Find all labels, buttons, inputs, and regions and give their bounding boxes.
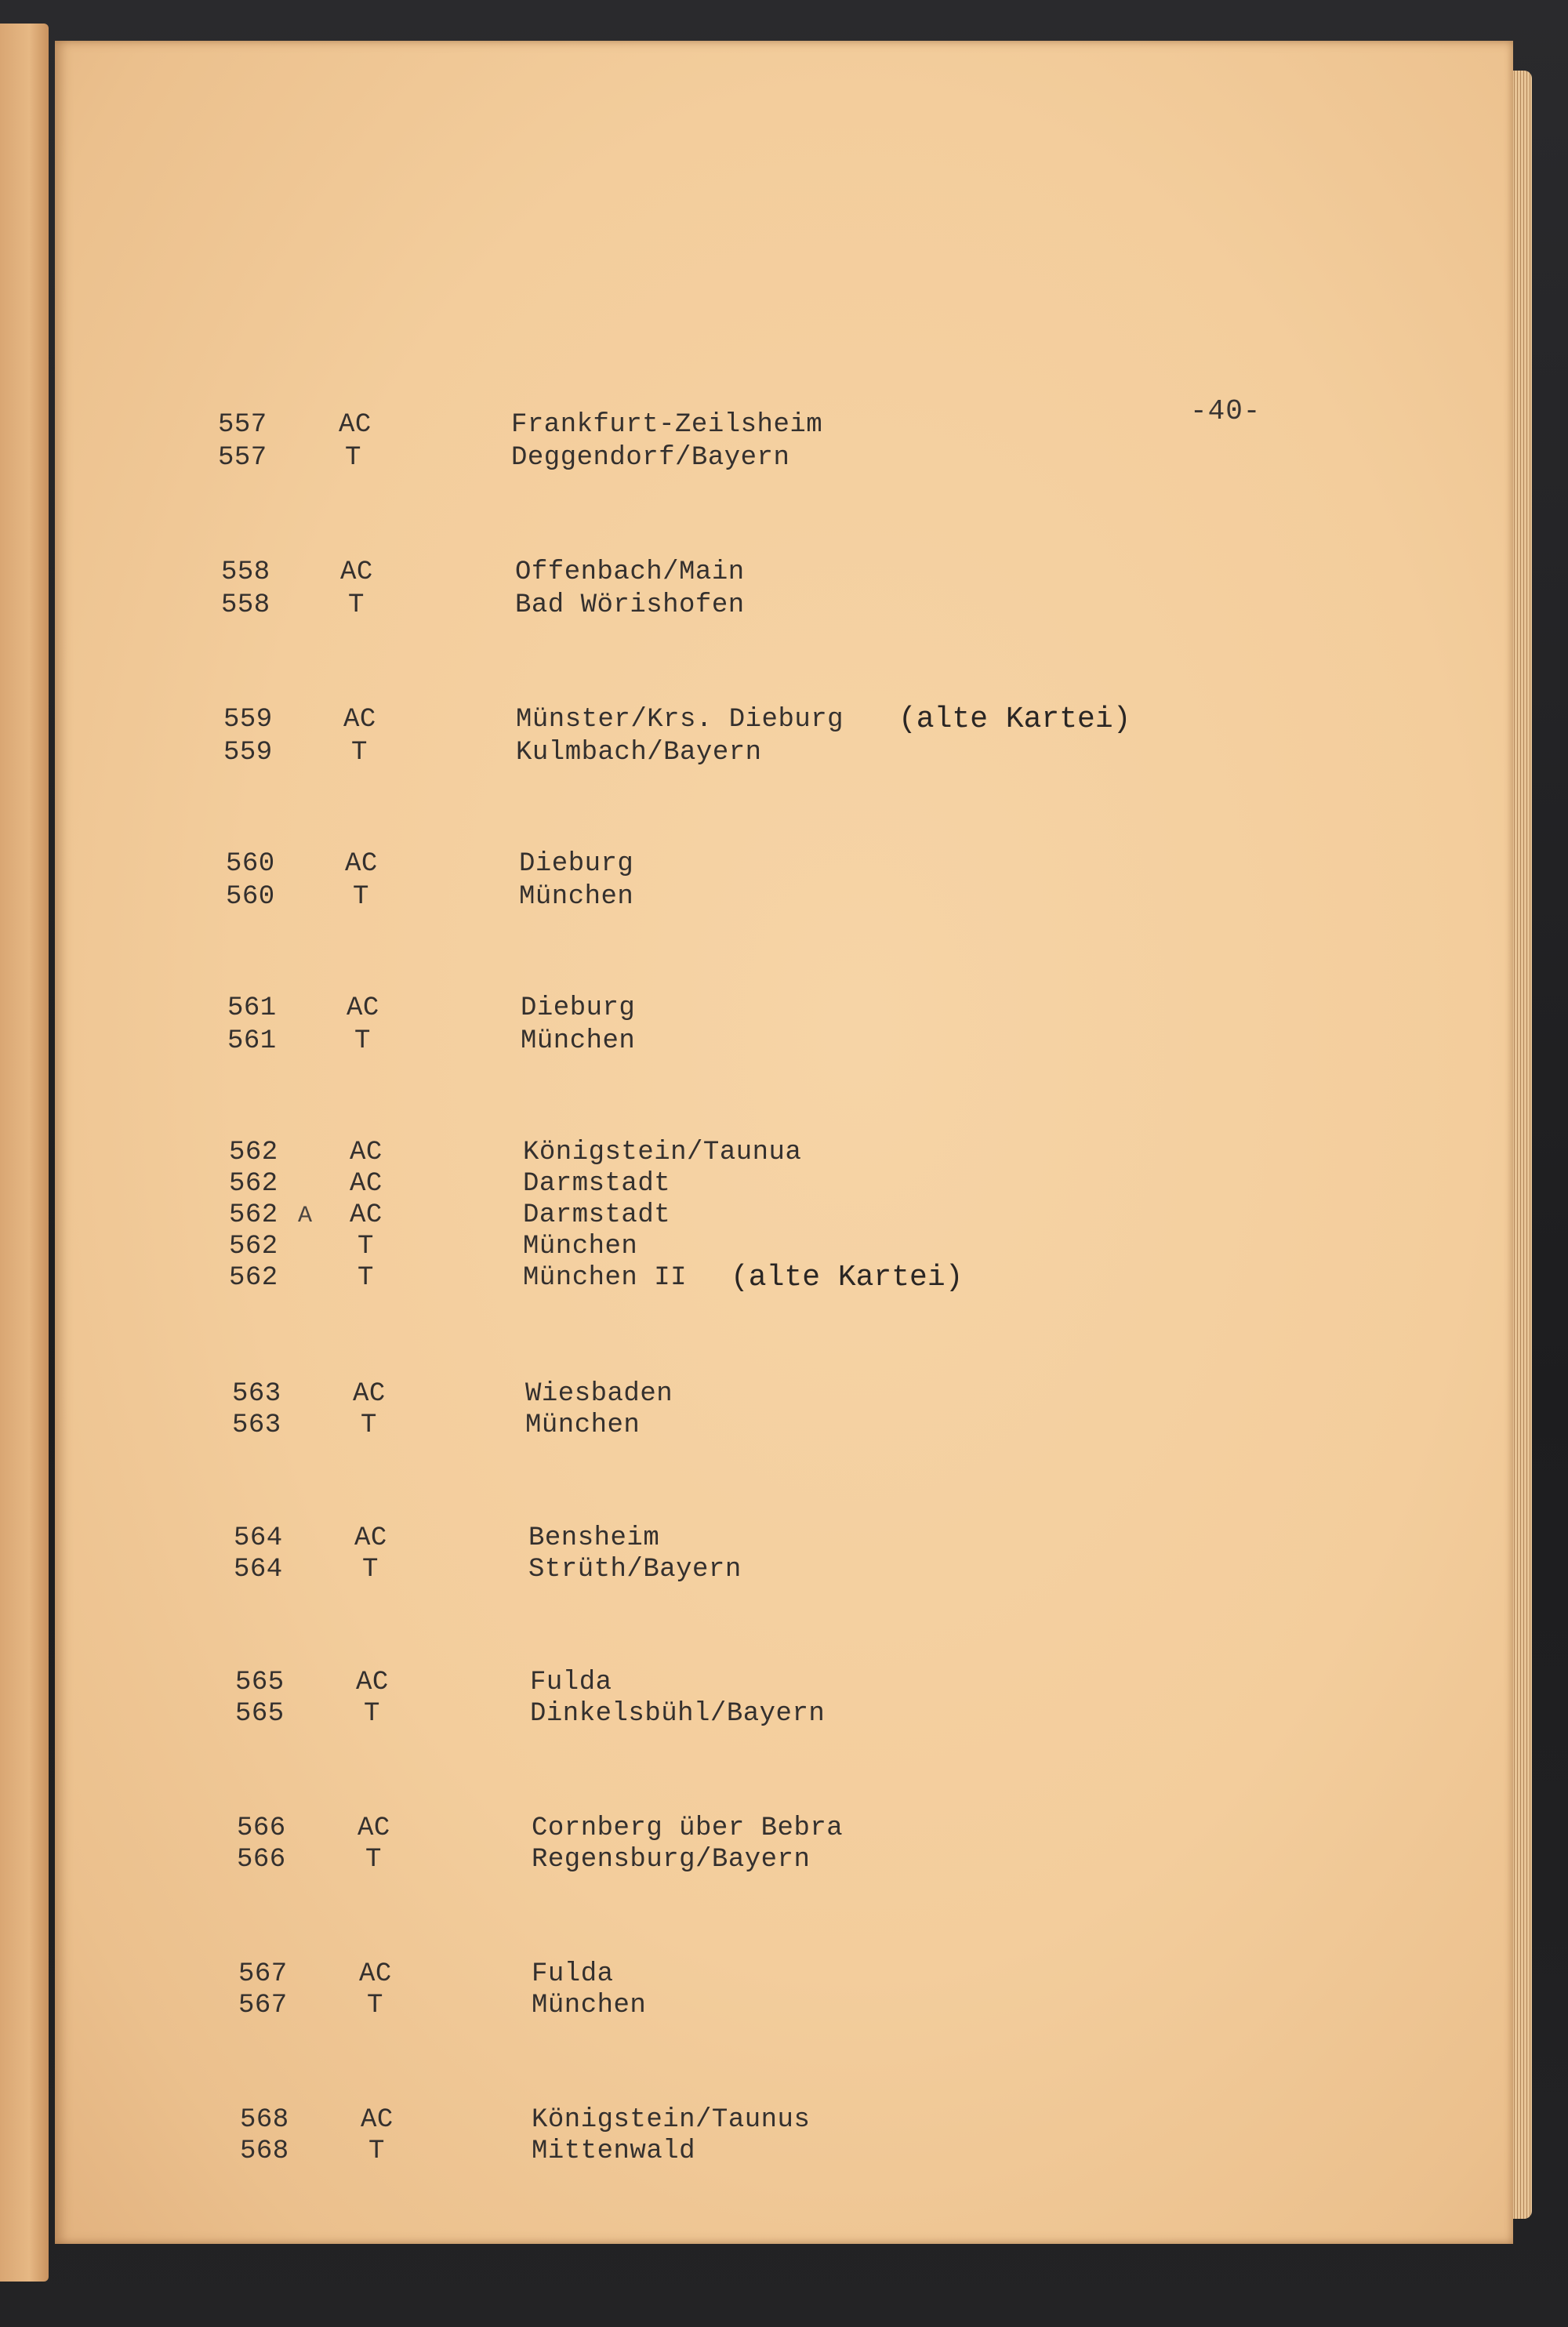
entry-note: (alte Kartei) [731,1261,964,1294]
entry-place: Darmstadt [523,1200,671,1230]
entry-number: 559 [223,738,273,768]
entry-number: 561 [227,993,277,1023]
entry-place: Darmstadt [523,1169,671,1199]
entry-number: 567 [238,1959,288,1989]
entry-place: München [532,1991,647,2020]
entry-number: 565 [235,1668,285,1697]
entry-code: AC [350,1138,383,1167]
entry-number: 557 [218,410,267,440]
entry-place: Königstein/Taunua [523,1138,802,1167]
entry-place: München [523,1232,638,1262]
entry-number: 567 [238,1991,288,2020]
entry-place: Königstein/Taunus [532,2105,811,2135]
entry-code: AC [350,1169,383,1199]
document-page [55,41,1513,2244]
entry-place: München [519,882,634,912]
entry-code: T [364,1699,380,1729]
entry-number: 558 [221,590,270,620]
entry-number: 560 [226,882,275,912]
entry-place: Dieburg [519,849,634,879]
entry-code: T [354,1026,371,1056]
entry-place: Kulmbach/Bayern [516,738,762,768]
entry-number: 558 [221,557,270,587]
entry-number: 565 [235,1699,285,1729]
entry-code: AC [358,1813,390,1843]
entry-number: 562 [229,1169,278,1199]
entry-place: Frankfurt-Zeilsheim [511,410,823,440]
entry-code: AC [343,705,376,735]
entry-code: AC [345,849,378,879]
entry-place: Offenbach/Main [515,557,745,587]
previous-page-edge [0,24,49,2282]
entry-number: 559 [223,705,273,735]
entry-number: 562 [229,1138,278,1167]
entry-number: 564 [234,1523,283,1553]
entry-number: 563 [232,1410,281,1440]
entry-place: Bad Wörishofen [515,590,745,620]
entry-code: AC [359,1959,392,1989]
entry-code: T [362,1555,379,1585]
entry-code: T [351,738,368,768]
entry-place: München [521,1026,636,1056]
entry-place: Dieburg [521,993,636,1023]
entry-code: T [367,1991,383,2020]
entry-number: 566 [237,1813,286,1843]
entry-code: AC [340,557,373,587]
entry-place: Wiesbaden [525,1379,673,1409]
margin-mark: A [298,1203,313,1229]
entry-code: AC [354,1523,387,1553]
entry-number: 566 [237,1845,286,1875]
entry-number: 563 [232,1379,281,1409]
entry-number: 562 [229,1232,278,1262]
entry-note: (alte Kartei) [898,702,1131,736]
entry-number: 557 [218,443,267,473]
entry-code: AC [361,2105,394,2135]
entry-code: T [353,882,369,912]
entry-code: AC [356,1668,389,1697]
entry-number: 568 [240,2105,289,2135]
entry-code: T [365,1845,382,1875]
entry-code: T [358,1263,374,1293]
entry-code: AC [347,993,379,1023]
entry-place: Mittenwald [532,2136,696,2166]
entry-number: 561 [227,1026,277,1056]
entry-number: 568 [240,2136,289,2166]
entry-place: München II [523,1263,688,1293]
entry-place: Dinkelsbühl/Bayern [530,1699,826,1729]
entry-place: Strüth/Bayern [528,1555,742,1585]
entry-number: 562 [229,1200,278,1230]
entry-place: Bensheim [528,1523,660,1553]
entry-code: T [361,1410,377,1440]
entry-code: T [348,590,365,620]
entry-number: 560 [226,849,275,879]
entry-place: Münster/Krs. Dieburg [516,705,844,735]
entry-place: München [525,1410,641,1440]
entry-number: 564 [234,1555,283,1585]
entry-code: T [358,1232,374,1262]
entry-code: AC [353,1379,386,1409]
entry-code: AC [350,1200,383,1230]
entry-place: Fulda [532,1959,614,1989]
page-number: -40- [1190,395,1261,427]
entry-code: T [345,443,361,473]
entry-number: 562 [229,1263,278,1293]
entry-place: Regensburg/Bayern [532,1845,811,1875]
entry-place: Cornberg über Bebra [532,1813,844,1843]
entry-place: Fulda [530,1668,612,1697]
entry-code: AC [339,410,372,440]
entry-code: T [368,2136,385,2166]
entry-place: Deggendorf/Bayern [511,443,790,473]
